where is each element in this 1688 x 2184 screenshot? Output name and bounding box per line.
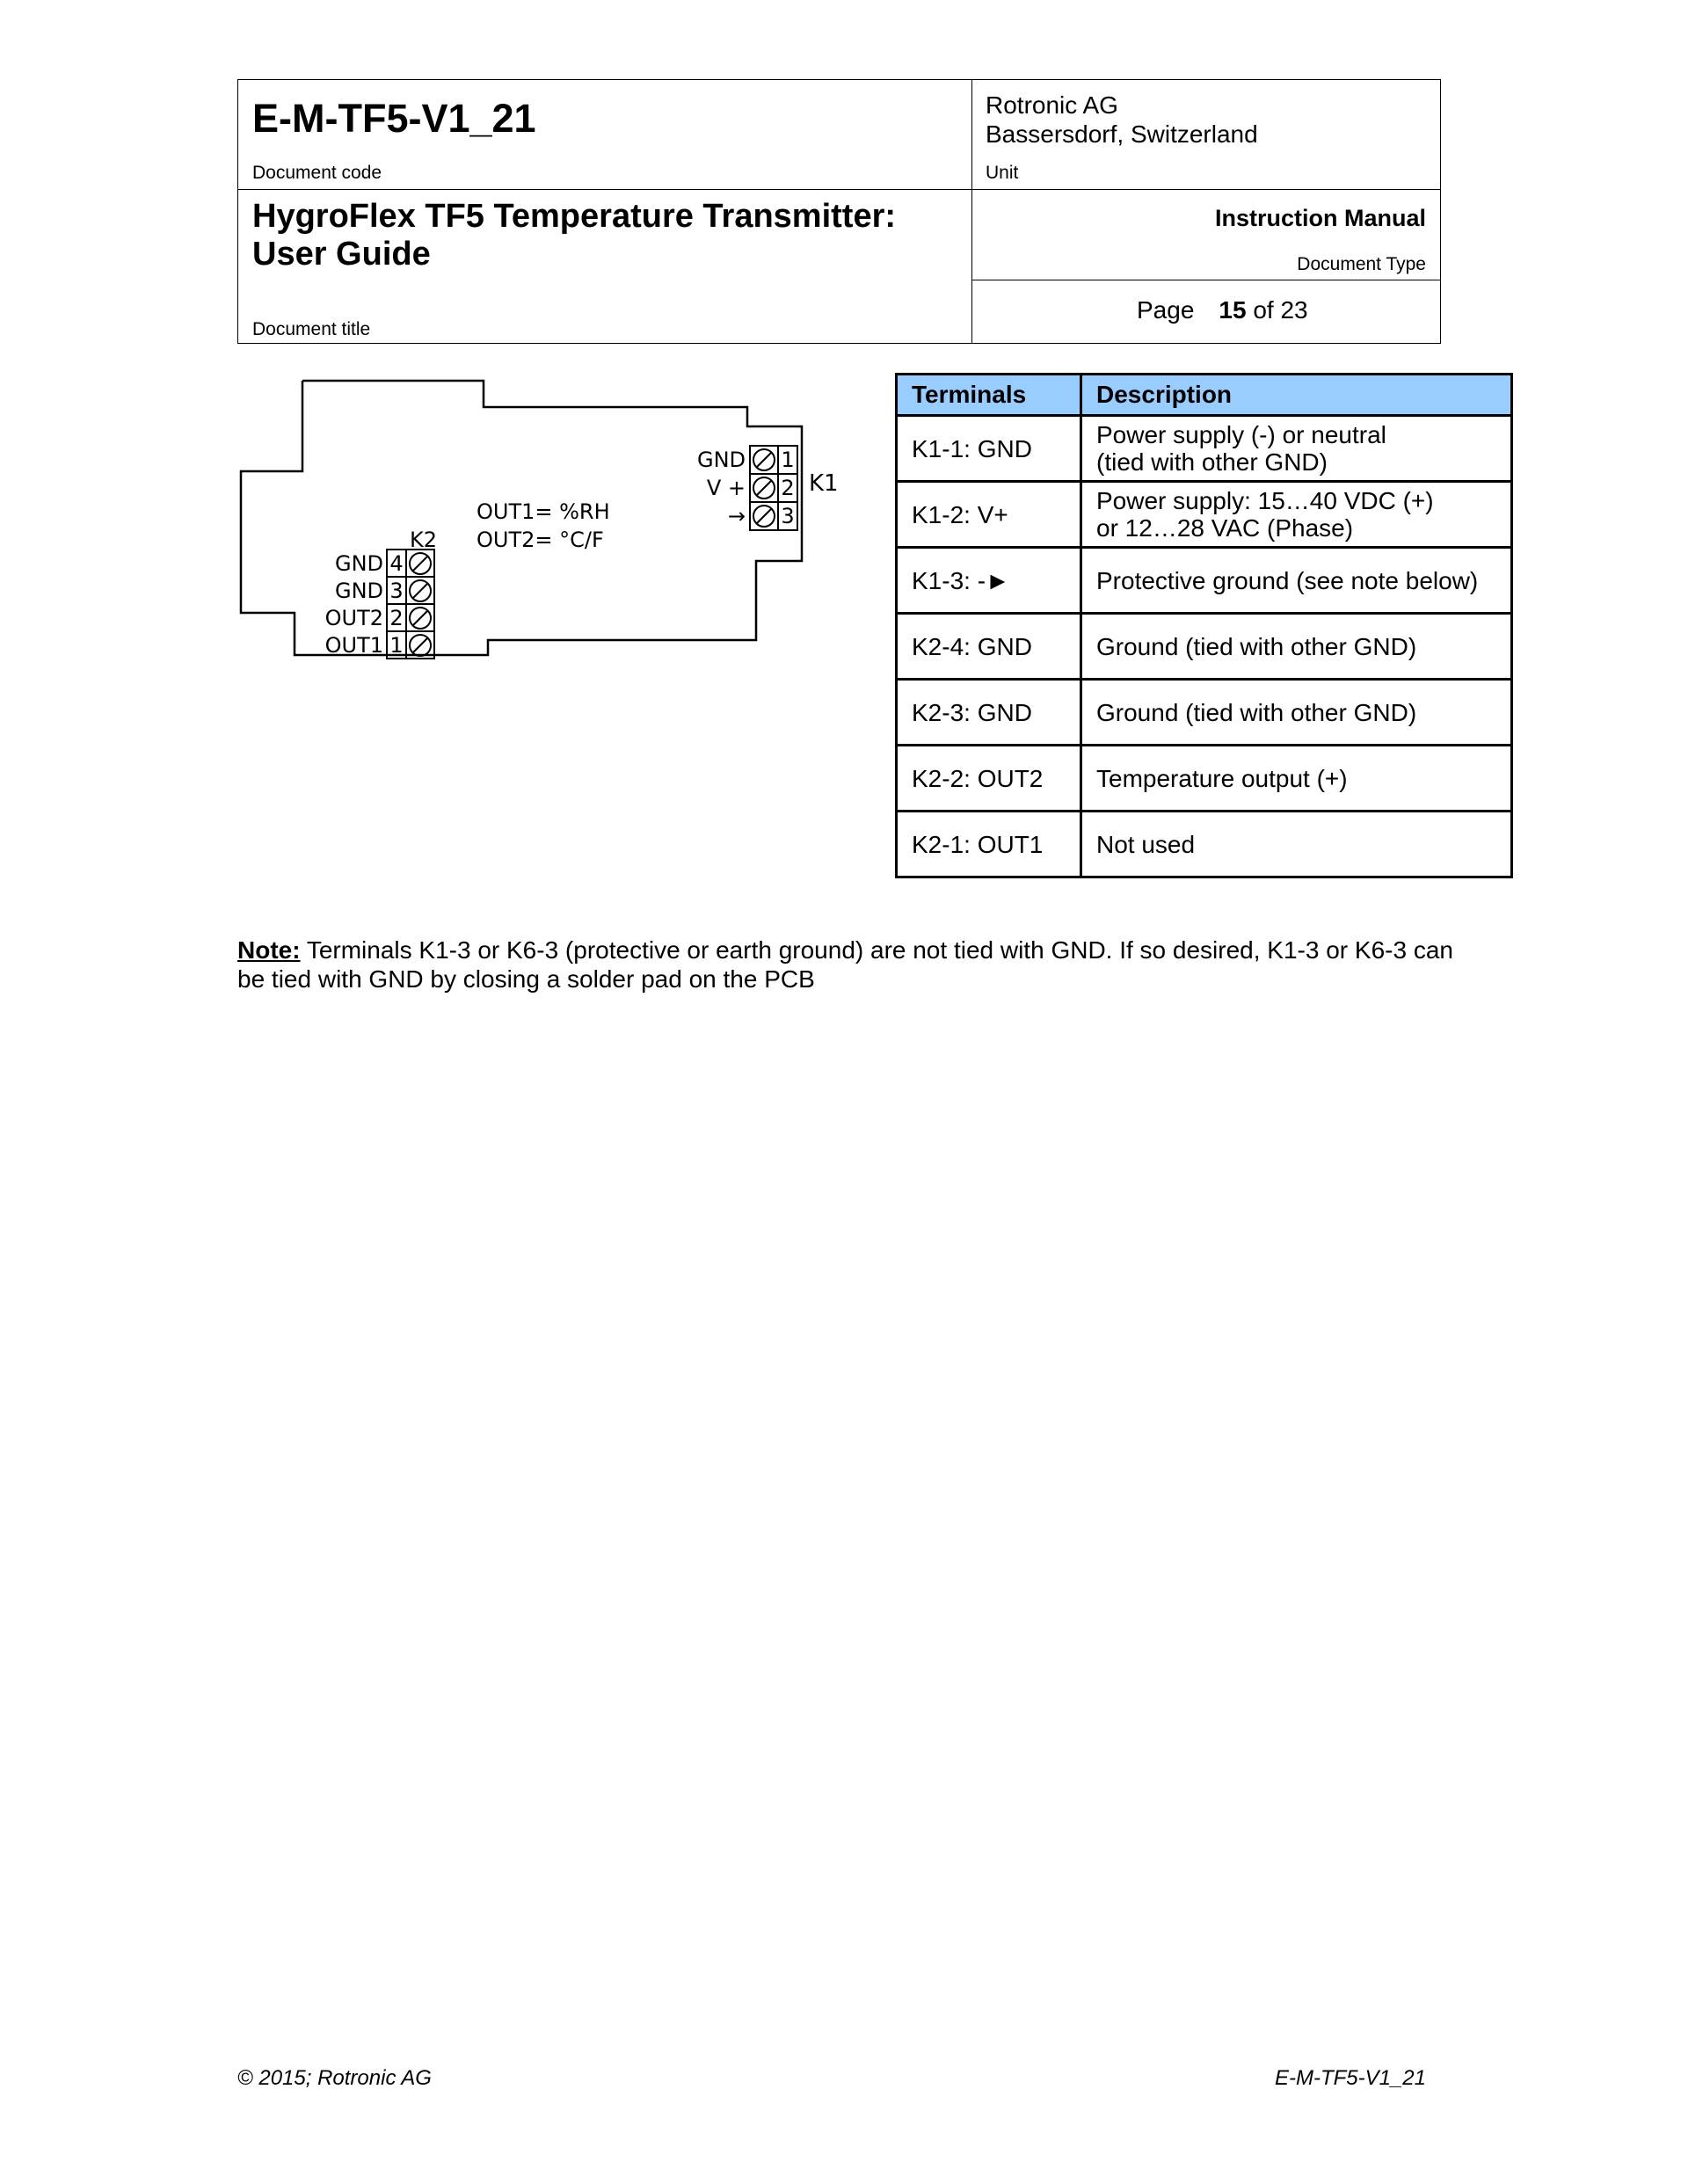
terminal-cell: K1-2: V+	[897, 482, 1081, 548]
k1-pin-number: 3	[781, 504, 795, 528]
table-row	[897, 416, 1512, 482]
k1-pin-number: 1	[781, 448, 795, 472]
description-cell: Ground (tied with other GND)	[1081, 680, 1512, 746]
description-line: (tied with other GND)	[1096, 448, 1328, 476]
k1-pin-name: V +	[706, 476, 746, 500]
k2-pin-number: 3	[389, 579, 404, 603]
k2-pin-number: 1	[389, 633, 404, 658]
footer-document-code: E-M-TF5-V1_21	[1274, 2066, 1426, 2090]
description-cell: Temperature output (+)	[1081, 746, 1512, 812]
screw-terminal-icon	[410, 580, 431, 601]
unit-location: Bassersdorf, Switzerland	[986, 120, 1258, 148]
k1-pin-name: GND	[696, 448, 746, 472]
k2-pin-number: 2	[389, 606, 404, 630]
screw-terminal-icon	[410, 553, 431, 574]
k1-pin-name: →	[727, 504, 746, 528]
table-row	[897, 812, 1512, 877]
page-indicator	[1137, 296, 1308, 324]
document-code: E-M-TF5-V1_21	[252, 96, 536, 141]
document-header	[237, 79, 1441, 344]
k2-pin-name: OUT2	[324, 606, 383, 630]
description-cell	[1081, 482, 1512, 548]
document-type-label: Document Type	[1297, 254, 1426, 274]
description-cell: Not used	[1081, 812, 1512, 877]
page-current: 15	[1219, 296, 1247, 324]
unit-name: Rotronic AG	[986, 91, 1118, 119]
header-divider-1	[238, 189, 1440, 190]
k1-pin-number: 2	[781, 476, 795, 500]
document-title-line2: User Guide	[252, 236, 431, 273]
unit-info	[986, 91, 1337, 149]
out1-mapping: OUT1= %RH	[477, 499, 610, 524]
terminal-cell: K2-4: GND	[897, 614, 1081, 680]
note-paragraph	[237, 935, 1468, 994]
terminal-cell: K2-3: GND	[897, 680, 1081, 746]
description-line: or 12…28 VAC (Phase)	[1096, 514, 1354, 542]
k1-label: K1	[809, 470, 839, 497]
page-label: Page	[1137, 296, 1195, 324]
page-of: of 23	[1253, 296, 1308, 324]
document-title-label: Document title	[252, 319, 371, 339]
screw-terminal-icon	[753, 477, 775, 499]
k2-terminal-block	[325, 528, 437, 659]
note-text: Terminals K1-3 or K6-3 (protective or earth ground) are not tied with GND. If so desired, K1-3 or K6-3 can be tied with GND by closing a solder pad on the PCB	[237, 936, 1453, 993]
terminal-cell: K1-3: -►	[897, 548, 1081, 614]
k2-label: K2	[410, 528, 438, 552]
terminal-cell: K1-1: GND	[897, 416, 1081, 482]
k2-pin-name: GND	[334, 551, 383, 576]
terminal-wiring-diagram	[237, 374, 853, 664]
column-header-description: Description	[1081, 375, 1512, 416]
document-code-label: Document code	[252, 163, 382, 183]
screw-terminal-icon	[753, 506, 775, 527]
table-row	[897, 548, 1512, 614]
description-cell: Protective ground (see note below)	[1081, 548, 1512, 614]
description-cell: Ground (tied with other GND)	[1081, 614, 1512, 680]
document-type: Instruction Manual	[1214, 205, 1426, 231]
description-line: Power supply: 15…40 VDC (+)	[1096, 487, 1434, 514]
header-divider-vertical	[971, 80, 972, 343]
table-row	[897, 746, 1512, 812]
screw-terminal-icon	[753, 449, 775, 470]
k1-terminal-block	[697, 446, 839, 530]
description-cell	[1081, 416, 1512, 482]
table-row	[897, 482, 1512, 548]
terminals-table	[895, 373, 1513, 878]
document-title	[252, 198, 956, 273]
k2-pin-name: GND	[334, 579, 383, 603]
k2-pin-number: 4	[389, 551, 404, 576]
unit-label: Unit	[986, 163, 1019, 183]
column-header-terminals: Terminals	[897, 375, 1081, 416]
footer-copyright: © 2015; Rotronic AG	[237, 2066, 432, 2090]
description-line: Power supply (-) or neutral	[1096, 421, 1386, 448]
table-header-row	[897, 375, 1512, 416]
table-row	[897, 614, 1512, 680]
k2-pin-name: OUT1	[324, 633, 383, 658]
out2-mapping: OUT2= °C/F	[477, 528, 604, 552]
screw-terminal-icon	[410, 635, 431, 656]
document-title-line1: HygroFlex TF5 Temperature Transmitter:	[252, 198, 897, 235]
screw-terminal-icon	[410, 608, 431, 629]
terminal-cell: K2-2: OUT2	[897, 746, 1081, 812]
terminal-cell: K2-1: OUT1	[897, 812, 1081, 877]
table-row	[897, 680, 1512, 746]
note-label: Note:	[237, 936, 301, 964]
